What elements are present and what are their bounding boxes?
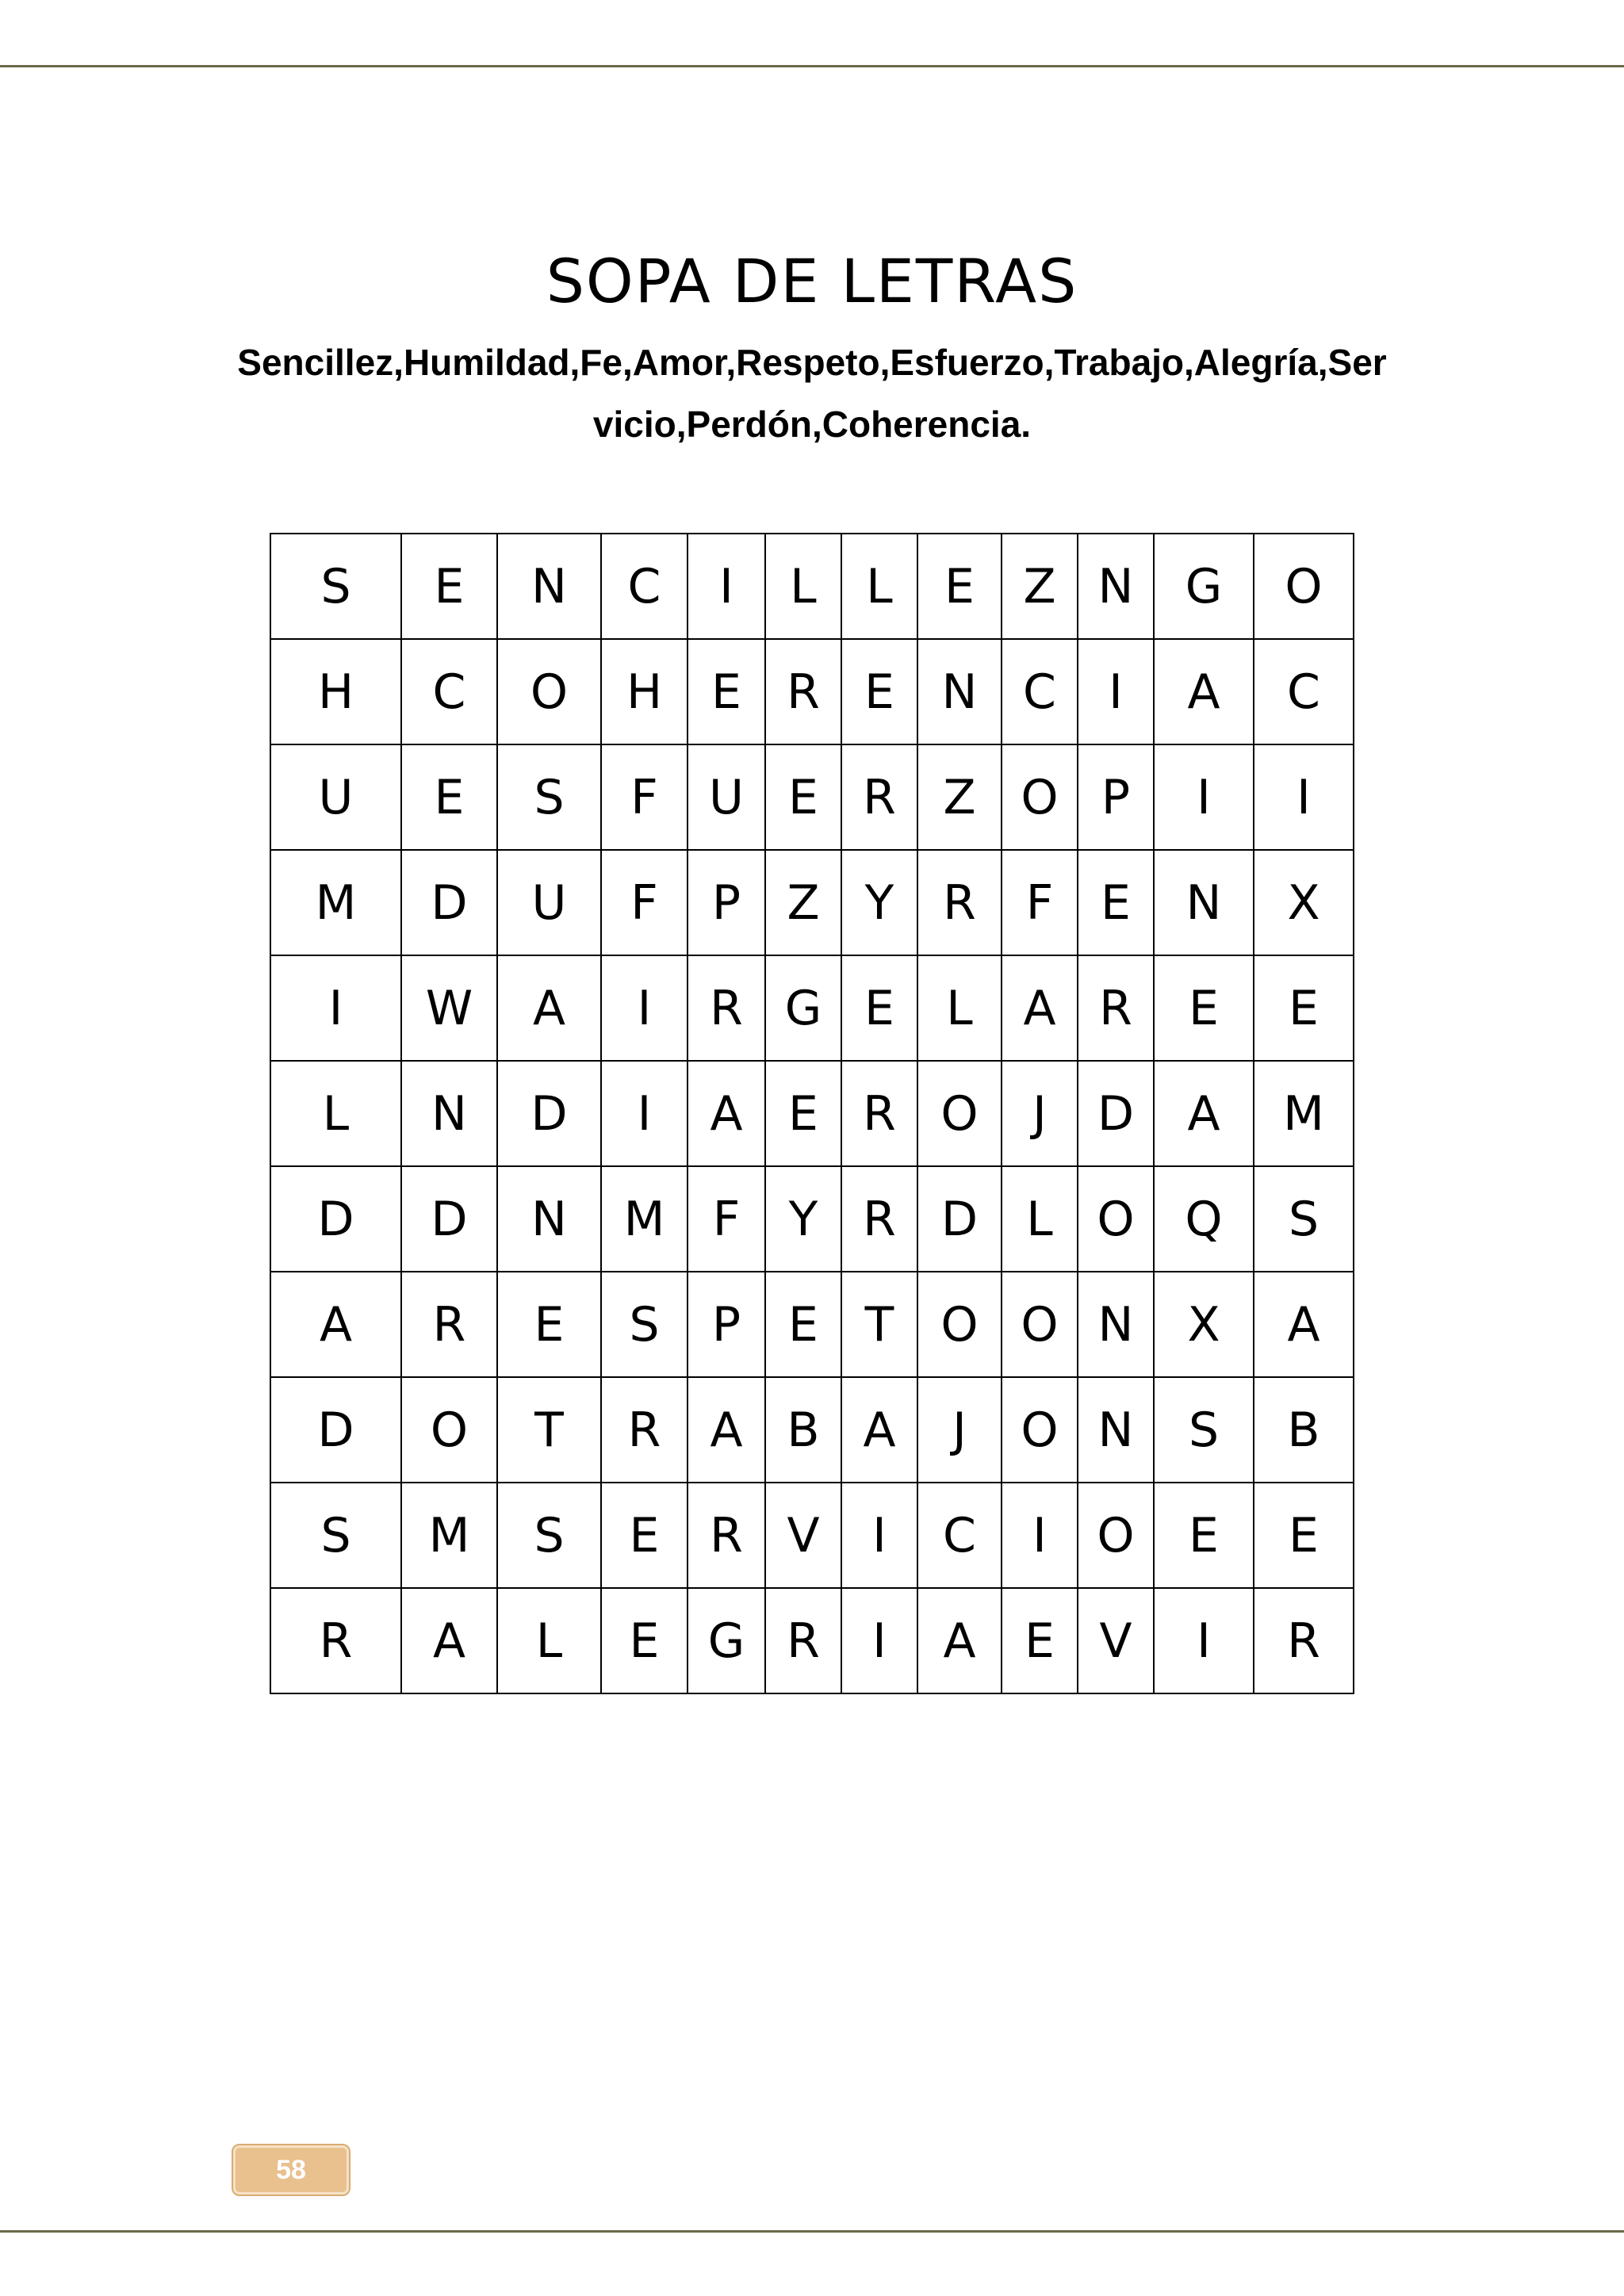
grid-cell: G (688, 1588, 765, 1693)
grid-cell: F (688, 1166, 765, 1272)
grid-cell: A (1154, 639, 1254, 744)
grid-cell: N (1154, 850, 1254, 955)
grid-cell: I (1002, 1483, 1078, 1588)
grid-cell: S (601, 1272, 688, 1377)
grid-row (270, 639, 1354, 744)
grid-cell: S (270, 534, 401, 639)
word-list: Sencillez,Humildad,Fe,Amor,Respeto,Esfuerzo,Trabajo,Alegría,Servicio,Perdón,Coherencia. (237, 342, 1387, 445)
grid-cell: F (601, 744, 688, 850)
grid-cell: A (841, 1377, 917, 1483)
grid-cell: M (270, 850, 401, 955)
grid-cell: B (1254, 1377, 1354, 1483)
grid-cell: E (841, 955, 917, 1061)
grid-row (270, 1166, 1354, 1272)
grid-cell: B (765, 1377, 841, 1483)
grid-cell: I (1078, 639, 1154, 744)
grid-cell: N (917, 639, 1002, 744)
grid-cell: R (917, 850, 1002, 955)
grid-cell: O (1002, 1272, 1078, 1377)
grid-cell: F (601, 850, 688, 955)
grid-cell: M (401, 1483, 497, 1588)
grid-cell: S (497, 1483, 601, 1588)
grid-cell: R (601, 1377, 688, 1483)
grid-cell: R (401, 1272, 497, 1377)
grid-cell: R (841, 744, 917, 850)
grid-cell: A (917, 1588, 1002, 1693)
grid-cell: R (841, 1061, 917, 1166)
grid-cell: Z (765, 850, 841, 955)
grid-cell: R (765, 1588, 841, 1693)
grid-row (270, 850, 1354, 955)
grid-cell: E (841, 639, 917, 744)
grid-cell: T (497, 1377, 601, 1483)
grid-cell: G (765, 955, 841, 1061)
grid-cell: U (688, 744, 765, 850)
grid-cell: L (1002, 1166, 1078, 1272)
grid-cell: R (841, 1166, 917, 1272)
grid-cell: A (688, 1377, 765, 1483)
grid-cell: I (1254, 744, 1354, 850)
grid-cell: O (917, 1061, 1002, 1166)
grid-cell: J (917, 1377, 1002, 1483)
grid-row (270, 1483, 1354, 1588)
grid-cell: I (1154, 744, 1254, 850)
grid-cell: L (765, 534, 841, 639)
grid-cell: E (1078, 850, 1154, 955)
grid-cell: H (270, 639, 401, 744)
word-search-grid (270, 533, 1354, 1694)
grid-cell: E (1254, 955, 1354, 1061)
grid-cell: X (1254, 850, 1354, 955)
grid-cell: W (401, 955, 497, 1061)
grid-cell: A (497, 955, 601, 1061)
grid-cell: Q (1154, 1166, 1254, 1272)
grid-cell: R (270, 1588, 401, 1693)
grid-cell: A (401, 1588, 497, 1693)
grid-cell: E (688, 639, 765, 744)
grid-cell: R (1254, 1588, 1354, 1693)
grid-cell: R (765, 639, 841, 744)
grid-row (270, 1588, 1354, 1693)
grid-cell: I (601, 1061, 688, 1166)
grid-cell: A (1002, 955, 1078, 1061)
grid-cell: O (1002, 1377, 1078, 1483)
grid-cell: E (1002, 1588, 1078, 1693)
grid-cell: E (401, 534, 497, 639)
grid-cell: E (917, 534, 1002, 639)
grid-cell: U (270, 744, 401, 850)
grid-cell: N (1078, 534, 1154, 639)
grid-cell: S (1254, 1166, 1354, 1272)
grid-cell: S (270, 1483, 401, 1588)
grid-cell: N (401, 1061, 497, 1166)
grid-cell: E (765, 1061, 841, 1166)
grid-cell: Z (917, 744, 1002, 850)
grid-cell: P (1078, 744, 1154, 850)
grid-cell: D (270, 1166, 401, 1272)
grid-cell: D (401, 850, 497, 955)
grid-cell: E (1154, 955, 1254, 1061)
grid-cell: F (1002, 850, 1078, 955)
grid-cell: O (1078, 1483, 1154, 1588)
grid-cell: J (1002, 1061, 1078, 1166)
grid-cell: C (917, 1483, 1002, 1588)
grid-cell: E (765, 1272, 841, 1377)
grid-cell: H (601, 639, 688, 744)
grid-cell: I (688, 534, 765, 639)
grid-cell: O (497, 639, 601, 744)
grid-cell: Z (1002, 534, 1078, 639)
grid-cell: P (688, 850, 765, 955)
grid-cell: A (270, 1272, 401, 1377)
grid-cell: E (765, 744, 841, 850)
grid-cell: L (841, 534, 917, 639)
grid-cell: I (841, 1588, 917, 1693)
grid-cell: T (841, 1272, 917, 1377)
grid-row (270, 1377, 1354, 1483)
grid-cell: I (601, 955, 688, 1061)
grid-cell: X (1154, 1272, 1254, 1377)
grid-cell: G (1154, 534, 1254, 639)
grid-cell: S (1154, 1377, 1254, 1483)
grid-cell: O (1254, 534, 1354, 639)
grid-cell: V (1078, 1588, 1154, 1693)
grid-cell: N (497, 1166, 601, 1272)
grid-cell: E (401, 744, 497, 850)
grid-cell: C (601, 534, 688, 639)
grid-cell: S (497, 744, 601, 850)
grid-cell: E (497, 1272, 601, 1377)
grid-cell: M (601, 1166, 688, 1272)
grid-cell: E (601, 1588, 688, 1693)
grid-cell: Y (765, 1166, 841, 1272)
grid-cell: O (1002, 744, 1078, 850)
grid-cell: A (1154, 1061, 1254, 1166)
grid-cell: A (688, 1061, 765, 1166)
grid-cell: I (1154, 1588, 1254, 1693)
grid-cell: D (1078, 1061, 1154, 1166)
grid-cell: I (841, 1483, 917, 1588)
grid-cell: I (270, 955, 401, 1061)
page-number-badge: 58 (233, 2145, 349, 2195)
grid-cell: Y (841, 850, 917, 955)
grid-cell: L (917, 955, 1002, 1061)
grid-cell: D (270, 1377, 401, 1483)
grid-row (270, 1272, 1354, 1377)
grid-cell: O (917, 1272, 1002, 1377)
grid-cell: R (688, 955, 765, 1061)
grid-cell: C (1254, 639, 1354, 744)
grid-row (270, 534, 1354, 639)
grid-cell: C (401, 639, 497, 744)
grid-cell: D (917, 1166, 1002, 1272)
grid-cell: N (1078, 1377, 1154, 1483)
grid-cell: A (1254, 1272, 1354, 1377)
grid-cell: N (1078, 1272, 1154, 1377)
grid-cell: D (401, 1166, 497, 1272)
top-rule (0, 65, 1624, 67)
grid-row (270, 955, 1354, 1061)
grid-cell: O (1078, 1166, 1154, 1272)
grid-row (270, 744, 1354, 850)
grid-cell: E (1254, 1483, 1354, 1588)
grid-cell: O (401, 1377, 497, 1483)
grid-cell: U (497, 850, 601, 955)
grid-cell: D (497, 1061, 601, 1166)
grid-cell: R (688, 1483, 765, 1588)
grid-cell: P (688, 1272, 765, 1377)
bottom-rule (0, 2230, 1624, 2233)
grid-cell: M (1254, 1061, 1354, 1166)
grid-cell: E (1154, 1483, 1254, 1588)
grid-cell: R (1078, 955, 1154, 1061)
grid-cell: E (601, 1483, 688, 1588)
grid-cell: N (497, 534, 601, 639)
grid-cell: L (497, 1588, 601, 1693)
grid-cell: C (1002, 639, 1078, 744)
grid-cell: V (765, 1483, 841, 1588)
grid-row (270, 1061, 1354, 1166)
page-title: SOPA DE LETRAS (546, 246, 1078, 316)
grid-cell: L (270, 1061, 401, 1166)
